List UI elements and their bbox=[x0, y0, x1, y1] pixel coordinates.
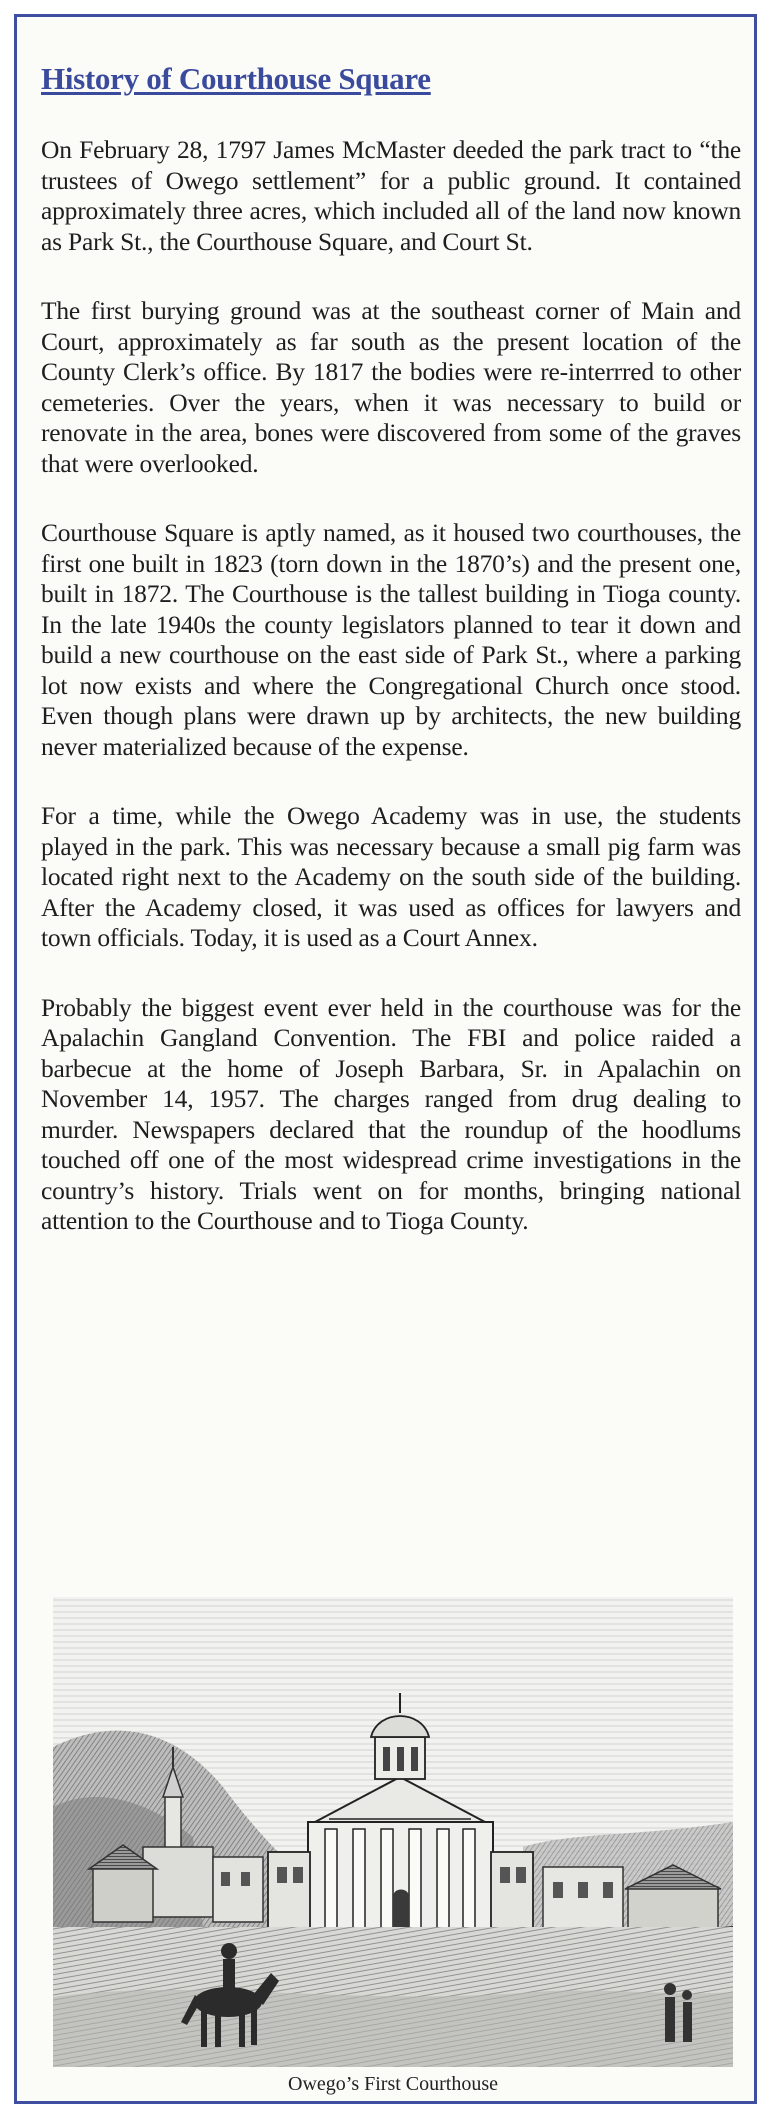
paragraph-courthouses: Courthouse Square is aptly named, as it housed two courthouses, the first one built in 1823 (torn down in the 1870’s) and the present one, built in 1872. The Courthouse is the tallest building in Tioga county. In the late 1940s the county legislators planned to tear it down and build a new courthouse on the east side of Park St., where a parking lot now exists and where the Congregational Church once stood. Even though plans were drawn up by architects, the new building never materialized because of the expense. bbox=[41, 518, 741, 761]
figure-caption: Owego’s First Courthouse bbox=[288, 2073, 498, 2095]
paragraph-land-deed: On February 28, 1797 James McMaster deeded the park tract to “the trustees of Owego settlement” for a public ground. It contained approximately three acres, which included all of the land now known as Park St., the Courthouse Square, and Court St. bbox=[41, 135, 741, 256]
paragraph-owego-academy: For a time, while the Owego Academy was in use, the students played in the park. This was necessary because a small pig farm was located right next to the Academy on the south side of the building. After the Academy closed, it was used as offices for lawyers and town officials. Today, it is used as a Court Annex. bbox=[41, 801, 741, 952]
courthouse-illustration bbox=[53, 1597, 733, 2095]
article-body bbox=[41, 135, 741, 1276]
paragraph-apalachin-convention: Probably the biggest event ever held in the courthouse was for the Apalachin Gangland Convention. The FBI and police raided a barbecue at the home of Joseph Barbara, Sr. in Apalachin on November 14, 1957. The charges ranged from drug dealing to murder. Newspapers declared that the roundup of the hoodlums touched off one of the most widespread crime investigations in the country’s history. Trials went on for months, bringing national attention to the Courthouse and to Tioga County. bbox=[41, 992, 741, 1235]
page-title: History of Courthouse Square bbox=[41, 61, 431, 96]
courthouse-engraving bbox=[53, 1597, 733, 2067]
paragraph-burying-ground: The first burying ground was at the southeast corner of Main and Court, approximately as far south as the present location of the County Clerk’s office. By 1817 the bodies were re-interrred to other cemeteries. Over the years, when it was necessary to build or renovate in the area, bones were discovered from some of the graves that were overlooked. bbox=[41, 296, 741, 478]
page-frame bbox=[14, 14, 757, 2104]
